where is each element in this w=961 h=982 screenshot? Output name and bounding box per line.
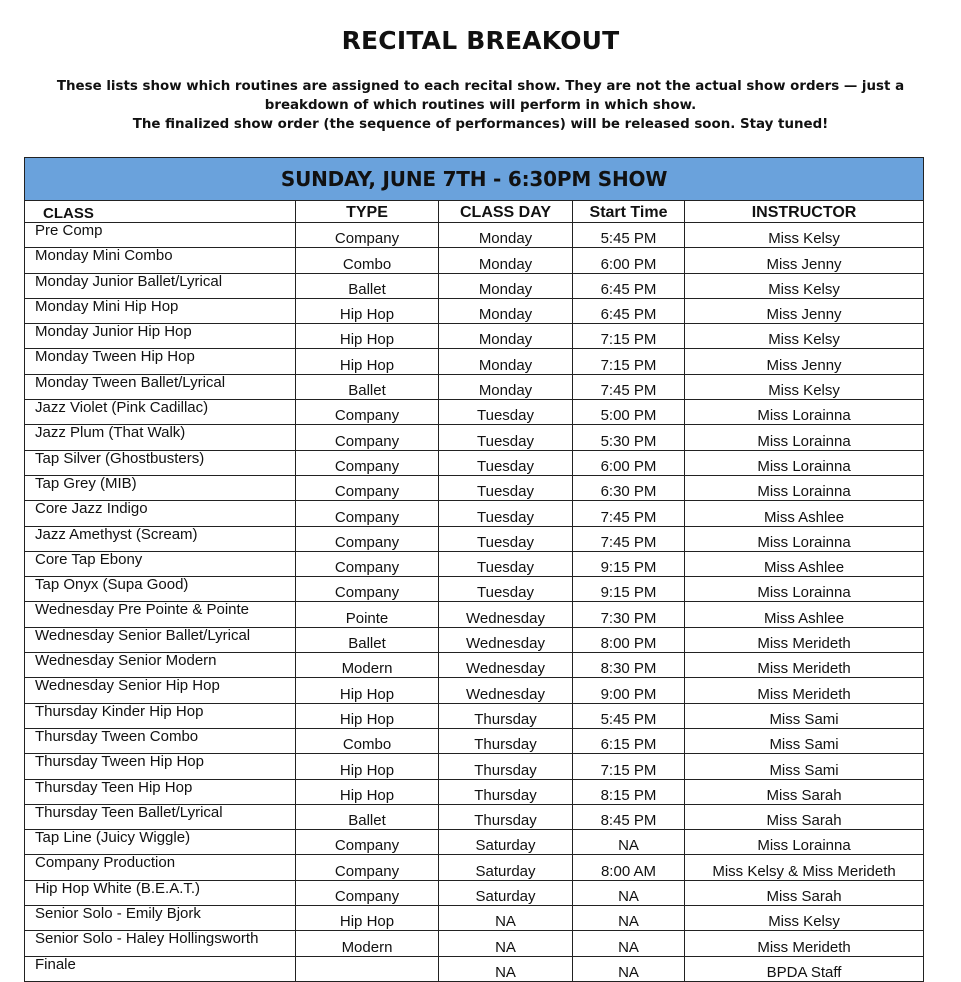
type-cell [296, 956, 439, 981]
table-row [25, 324, 924, 349]
class-name-cell: Monday Mini Hip Hop [25, 298, 296, 323]
class-day-cell: Monday [439, 324, 573, 349]
class-name-cell: Finale [25, 956, 296, 981]
instructor-cell: Miss Lorainna [685, 450, 924, 475]
type-cell: Pointe [296, 602, 439, 627]
table-row [25, 779, 924, 804]
table-row [25, 374, 924, 399]
class-name-cell: Tap Grey (MIB) [25, 475, 296, 500]
intro-line: breakdown of which routines will perform in which show. [264, 98, 697, 113]
intro-text [40, 77, 921, 134]
table-row [25, 678, 924, 703]
class-name-cell: Company Production [25, 855, 296, 880]
start-time-cell: 7:45 PM [573, 374, 685, 399]
column-header-instructor: INSTRUCTOR [685, 201, 924, 223]
start-time-cell: 8:00 PM [573, 627, 685, 652]
class-name-cell: Thursday Teen Hip Hop [25, 779, 296, 804]
table-row [25, 526, 924, 551]
table-row [25, 475, 924, 500]
class-name-cell: Hip Hop White (B.E.A.T.) [25, 880, 296, 905]
start-time-cell: 9:15 PM [573, 577, 685, 602]
class-name-cell: Tap Silver (Ghostbusters) [25, 450, 296, 475]
class-name-cell: Monday Mini Combo [25, 248, 296, 273]
class-day-cell: Saturday [439, 855, 573, 880]
instructor-cell: Miss Lorainna [685, 400, 924, 425]
table-row [25, 248, 924, 273]
table-row [25, 450, 924, 475]
type-cell: Hip Hop [296, 349, 439, 374]
class-day-cell: Monday [439, 349, 573, 374]
class-day-cell: Tuesday [439, 551, 573, 576]
class-day-cell: Monday [439, 223, 573, 248]
start-time-cell: 7:15 PM [573, 754, 685, 779]
recital-schedule-table [24, 157, 924, 982]
table-row [25, 577, 924, 602]
class-name-cell: Wednesday Senior Ballet/Lyrical [25, 627, 296, 652]
start-time-cell: 8:15 PM [573, 779, 685, 804]
class-day-cell: Monday [439, 374, 573, 399]
class-name-cell: Jazz Violet (Pink Cadillac) [25, 400, 296, 425]
class-day-cell: Wednesday [439, 602, 573, 627]
start-time-cell: 5:45 PM [573, 703, 685, 728]
type-cell: Company [296, 475, 439, 500]
class-day-cell: Wednesday [439, 627, 573, 652]
intro-line: The finalized show order (the sequence of performances) will be released soon. Stay tuned! [132, 117, 829, 132]
class-name-cell: Senior Solo - Haley Hollingsworth [25, 931, 296, 956]
type-cell: Hip Hop [296, 324, 439, 349]
start-time-cell: 6:45 PM [573, 298, 685, 323]
show-heading: SUNDAY, JUNE 7TH - 6:30PM SHOW [25, 158, 924, 201]
class-name-cell: Senior Solo - Emily Bjork [25, 906, 296, 931]
start-time-cell: 7:15 PM [573, 349, 685, 374]
instructor-cell: Miss Jenny [685, 298, 924, 323]
class-day-cell: Tuesday [439, 577, 573, 602]
class-day-cell: Tuesday [439, 475, 573, 500]
type-cell: Modern [296, 931, 439, 956]
type-cell: Company [296, 577, 439, 602]
table-row [25, 754, 924, 779]
table-row [25, 298, 924, 323]
instructor-cell: Miss Jenny [685, 349, 924, 374]
instructor-cell: Miss Sarah [685, 779, 924, 804]
instructor-cell: Miss Sarah [685, 880, 924, 905]
table-row [25, 627, 924, 652]
type-cell: Company [296, 223, 439, 248]
start-time-cell: 6:00 PM [573, 450, 685, 475]
class-name-cell: Tap Line (Juicy Wiggle) [25, 830, 296, 855]
class-day-cell: Thursday [439, 804, 573, 829]
instructor-cell: Miss Merideth [685, 653, 924, 678]
class-day-cell: Saturday [439, 880, 573, 905]
instructor-cell: Miss Sami [685, 728, 924, 753]
start-time-cell: 6:00 PM [573, 248, 685, 273]
type-cell: Company [296, 425, 439, 450]
class-day-cell: Tuesday [439, 400, 573, 425]
instructor-cell: Miss Ashlee [685, 602, 924, 627]
start-time-cell: 9:15 PM [573, 551, 685, 576]
column-header-class: CLASS [25, 201, 296, 223]
class-name-cell: Core Tap Ebony [25, 551, 296, 576]
table-row [25, 425, 924, 450]
instructor-cell: Miss Sami [685, 703, 924, 728]
instructor-cell: Miss Lorainna [685, 425, 924, 450]
column-header-start-time: Start Time [573, 201, 685, 223]
table-row [25, 501, 924, 526]
start-time-cell: 8:00 AM [573, 855, 685, 880]
table-row [25, 653, 924, 678]
start-time-cell: 8:30 PM [573, 653, 685, 678]
class-day-cell: Tuesday [439, 425, 573, 450]
type-cell: Company [296, 450, 439, 475]
type-cell: Hip Hop [296, 754, 439, 779]
instructor-cell: Miss Kelsy [685, 906, 924, 931]
instructor-cell: Miss Ashlee [685, 501, 924, 526]
start-time-cell: 7:15 PM [573, 324, 685, 349]
class-name-cell: Wednesday Pre Pointe & Pointe [25, 602, 296, 627]
instructor-cell: Miss Kelsy [685, 324, 924, 349]
class-day-cell: NA [439, 956, 573, 981]
start-time-cell: 7:30 PM [573, 602, 685, 627]
class-day-cell: Thursday [439, 728, 573, 753]
table-row [25, 400, 924, 425]
table-row [25, 830, 924, 855]
start-time-cell: NA [573, 956, 685, 981]
start-time-cell: 8:45 PM [573, 804, 685, 829]
instructor-cell: Miss Kelsy [685, 273, 924, 298]
instructor-cell: Miss Lorainna [685, 475, 924, 500]
class-name-cell: Jazz Amethyst (Scream) [25, 526, 296, 551]
table-row [25, 273, 924, 298]
class-name-cell: Thursday Kinder Hip Hop [25, 703, 296, 728]
start-time-cell: 7:45 PM [573, 526, 685, 551]
instructor-cell: Miss Merideth [685, 931, 924, 956]
class-name-cell: Monday Tween Hip Hop [25, 349, 296, 374]
instructor-cell: Miss Kelsy [685, 374, 924, 399]
intro-line: These lists show which routines are assigned to each recital show. They are not the actual show orders — just a [56, 79, 905, 94]
class-day-cell: NA [439, 931, 573, 956]
class-name-cell: Thursday Tween Combo [25, 728, 296, 753]
class-name-cell: Thursday Teen Ballet/Lyrical [25, 804, 296, 829]
class-day-cell: Thursday [439, 754, 573, 779]
class-name-cell: Monday Junior Ballet/Lyrical [25, 273, 296, 298]
class-day-cell: Saturday [439, 830, 573, 855]
class-day-cell: Wednesday [439, 653, 573, 678]
type-cell: Modern [296, 653, 439, 678]
table-row [25, 931, 924, 956]
type-cell: Combo [296, 248, 439, 273]
column-header-row [25, 201, 924, 223]
class-day-cell: Thursday [439, 703, 573, 728]
type-cell: Company [296, 526, 439, 551]
type-cell: Ballet [296, 374, 439, 399]
table-row [25, 855, 924, 880]
class-day-cell: Thursday [439, 779, 573, 804]
type-cell: Company [296, 855, 439, 880]
start-time-cell: NA [573, 830, 685, 855]
start-time-cell: 6:45 PM [573, 273, 685, 298]
table-row [25, 906, 924, 931]
class-name-cell: Jazz Plum (That Walk) [25, 425, 296, 450]
type-cell: Company [296, 400, 439, 425]
start-time-cell: 7:45 PM [573, 501, 685, 526]
table-row [25, 551, 924, 576]
class-day-cell: Tuesday [439, 450, 573, 475]
page-title: RECITAL BREAKOUT [341, 26, 620, 55]
class-name-cell: Monday Junior Hip Hop [25, 324, 296, 349]
start-time-cell: 5:30 PM [573, 425, 685, 450]
class-name-cell: Core Jazz Indigo [25, 501, 296, 526]
type-cell: Company [296, 830, 439, 855]
type-cell: Ballet [296, 627, 439, 652]
type-cell: Combo [296, 728, 439, 753]
type-cell: Hip Hop [296, 779, 439, 804]
instructor-cell: Miss Kelsy & Miss Merideth [685, 855, 924, 880]
class-day-cell: Tuesday [439, 501, 573, 526]
start-time-cell: 5:00 PM [573, 400, 685, 425]
type-cell: Company [296, 501, 439, 526]
class-day-cell: Monday [439, 248, 573, 273]
table-row [25, 804, 924, 829]
start-time-cell: NA [573, 906, 685, 931]
type-cell: Ballet [296, 273, 439, 298]
class-day-cell: NA [439, 906, 573, 931]
instructor-cell: Miss Sarah [685, 804, 924, 829]
type-cell: Ballet [296, 804, 439, 829]
instructor-cell: Miss Merideth [685, 627, 924, 652]
type-cell: Hip Hop [296, 298, 439, 323]
class-day-cell: Wednesday [439, 678, 573, 703]
type-cell: Company [296, 880, 439, 905]
table-row [25, 349, 924, 374]
class-name-cell: Monday Tween Ballet/Lyrical [25, 374, 296, 399]
instructor-cell: Miss Sami [685, 754, 924, 779]
table-row [25, 728, 924, 753]
class-name-cell: Pre Comp [25, 223, 296, 248]
start-time-cell: 9:00 PM [573, 678, 685, 703]
instructor-cell: Miss Merideth [685, 678, 924, 703]
class-day-cell: Monday [439, 273, 573, 298]
class-name-cell: Thursday Tween Hip Hop [25, 754, 296, 779]
instructor-cell: Miss Lorainna [685, 526, 924, 551]
start-time-cell: NA [573, 880, 685, 905]
column-header-class-day: CLASS DAY [439, 201, 573, 223]
instructor-cell: Miss Kelsy [685, 223, 924, 248]
start-time-cell: 5:45 PM [573, 223, 685, 248]
instructor-cell: BPDA Staff [685, 956, 924, 981]
start-time-cell: 6:15 PM [573, 728, 685, 753]
type-cell: Company [296, 551, 439, 576]
class-name-cell: Wednesday Senior Hip Hop [25, 678, 296, 703]
type-cell: Hip Hop [296, 906, 439, 931]
start-time-cell: NA [573, 931, 685, 956]
class-name-cell: Tap Onyx (Supa Good) [25, 577, 296, 602]
start-time-cell: 6:30 PM [573, 475, 685, 500]
schedule-body [25, 223, 924, 982]
instructor-cell: Miss Lorainna [685, 830, 924, 855]
table-row [25, 703, 924, 728]
instructor-cell: Miss Lorainna [685, 577, 924, 602]
instructor-cell: Miss Ashlee [685, 551, 924, 576]
table-row [25, 880, 924, 905]
type-cell: Hip Hop [296, 678, 439, 703]
class-day-cell: Tuesday [439, 526, 573, 551]
instructor-cell: Miss Jenny [685, 248, 924, 273]
class-day-cell: Monday [439, 298, 573, 323]
column-header-type: TYPE [296, 201, 439, 223]
table-row [25, 602, 924, 627]
type-cell: Hip Hop [296, 703, 439, 728]
class-name-cell: Wednesday Senior Modern [25, 653, 296, 678]
table-row [25, 956, 924, 981]
table-row [25, 223, 924, 248]
